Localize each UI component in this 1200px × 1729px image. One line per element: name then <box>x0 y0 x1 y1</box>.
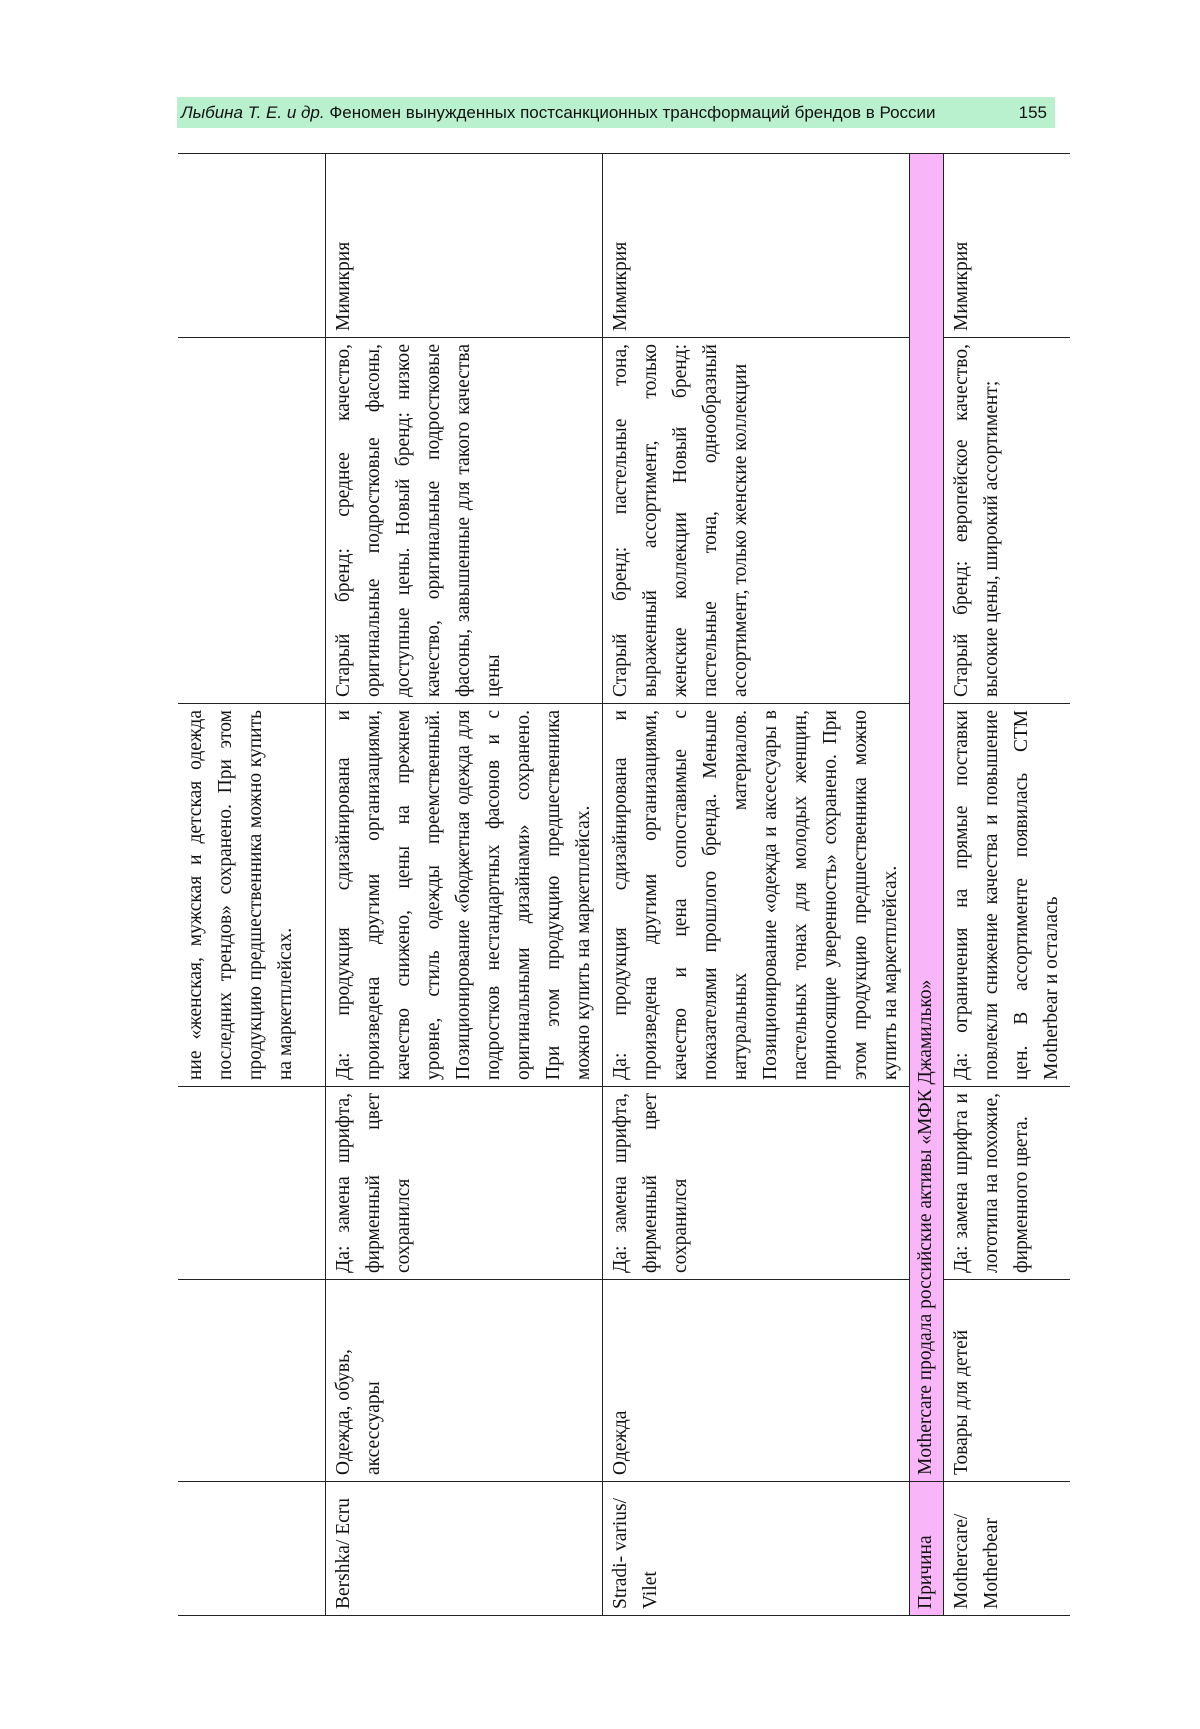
cell-category: Товары для детей <box>943 1280 1070 1482</box>
cell-positioning: ние «женская, мужская и детская одежда последних трендов» сохранено. При этом продукцию предшественника можно купить на маркетплейсах. <box>178 704 325 1087</box>
table-row-continuation <box>178 154 325 1616</box>
section-text: Mothercare продала российские активы «МФК Джамилько» <box>909 154 943 1482</box>
cell-type: Мимикрия <box>602 154 909 338</box>
brand-table <box>178 153 1070 1616</box>
cell-comparison: Старый бренд: европейское качество, высокие цены, широкий ассортимент; <box>943 338 1070 704</box>
cell-brand-empty <box>178 1482 325 1616</box>
section-label: Причина <box>909 1482 943 1616</box>
header-authors: Лыбина Т. Е. и др. <box>181 103 325 122</box>
cell-type: Мимикрия <box>943 154 1070 338</box>
cell-category: Одежда, обувь, аксессуары <box>325 1280 602 1482</box>
table-row <box>325 154 602 1616</box>
table-row <box>602 154 909 1616</box>
cell-positioning: Да: продукция сдизайнирована и произведена другими организациями, качество и цена сопоставимые с показателями прошлого бренда. Меньше натуральных материалов. Позиционирование «одежда и аксессуары в пастельных тонах для молодых женщин, приносящие уверенность» сохранено. При этом продукцию предшественника можно купить на маркетплейсах. <box>602 704 909 1087</box>
table-row <box>943 154 1070 1616</box>
cell-positioning: Да: продукция сдизайнирована и произведена другими организациями, качество снижено, цены на прежнем уровне, стиль одежды преемственный. Позиционирование «бюджетная одежда для подростков нестандартных фасонов и с оригинальными дизайнами» сохранено. При этом продукцию предшественника можно купить на маркетплейсах. <box>325 704 602 1087</box>
cell-brand: Mothercare/ Motherbear <box>943 1482 1070 1616</box>
cell-comparison-empty <box>178 338 325 704</box>
cell-brand: Bershka/ Ecru <box>325 1482 602 1616</box>
header-title: Феномен вынужденных постсанкционных трансформаций брендов в России <box>329 103 936 122</box>
cell-type: Мимикрия <box>325 154 602 338</box>
cell-type-empty <box>178 154 325 338</box>
cell-positioning: Да: ограничения на прямые поставки повлекли снижение качества и повышение цен. В ассортименте появилась СТМ Motherbear и осталась <box>943 704 1070 1087</box>
rotated-table-area <box>178 154 1062 1616</box>
running-header <box>177 97 1055 128</box>
cell-visual: Да: замена шрифта, фирменный цвет сохранился <box>602 1087 909 1280</box>
page-number: 155 <box>1018 103 1047 122</box>
cell-comparison: Старый бренд: пастельные тона, выраженный ассортимент, только женские коллекции Новый бренд: пастельные тона, однообразный ассортимент, только женские коллекции <box>602 338 909 704</box>
cell-category: Одежда <box>602 1280 909 1482</box>
cell-visual: Да: замена шрифта, фирменный цвет сохранился <box>325 1087 602 1280</box>
cell-category-empty <box>178 1280 325 1482</box>
cell-comparison: Старый бренд: среднее качество, оригинальные подростковые фасоны, доступные цены. Новый бренд: низкое качество, оригинальные подростковые фасоны, завышенные для такого качества цены <box>325 338 602 704</box>
cell-visual: Да: замена шрифта и логотипа на похожие, фирменного цвета. <box>943 1087 1070 1280</box>
table-sheet <box>178 154 1062 1616</box>
section-row <box>909 154 943 1616</box>
cell-visual-empty <box>178 1087 325 1280</box>
cell-brand: Stradi- varius/ Vilet <box>602 1482 909 1616</box>
